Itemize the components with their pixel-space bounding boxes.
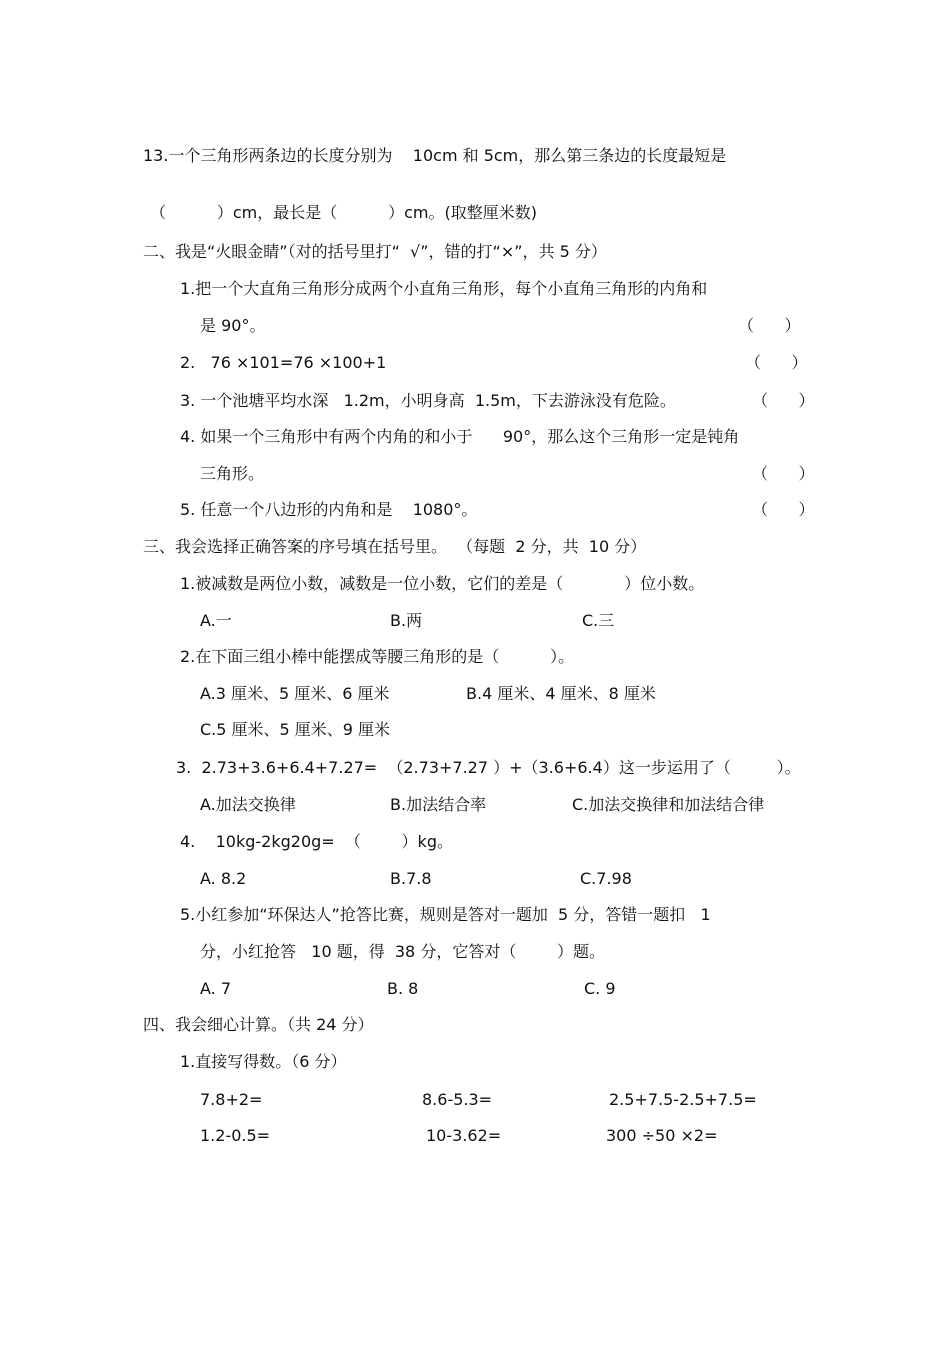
calc-problem: 8.6-5.3=	[422, 1090, 493, 1109]
s3-q4-option-a: A. 8.2	[200, 869, 247, 888]
section4-heading: 四、我会细心计算。（共 24 分）	[143, 1015, 374, 1034]
s2-item5-answer-paren[interactable]: （ ）	[752, 500, 815, 519]
s3-q5-option-c: C. 9	[584, 979, 616, 998]
s2-item4-answer-paren[interactable]: （ ）	[752, 464, 815, 483]
s3-q5-text: 5.小红参加“环保达人”抢答比赛，规则是答对一题加 5 分，答错一题扣 1	[180, 905, 711, 924]
s3-q5-option-a: A. 7	[200, 979, 232, 998]
s3-q1-option-a: A.一	[200, 611, 232, 630]
q13-line2: （ ）cm，最长是（ ）cm。(取整厘米数)	[150, 203, 537, 222]
s2-item5-text: 5. 任意一个八边形的内角和是 1080°。	[180, 500, 478, 519]
s2-item1-cont: 是 90°。	[200, 316, 266, 335]
s3-q4-option-b: B.7.8	[390, 869, 432, 888]
s3-q2-text: 2.在下面三组小棒中能摆成等腰三角形的是（ ）。	[180, 647, 575, 666]
s3-q3-option-b: B.加法结合率	[390, 795, 487, 814]
s3-q3-option-a: A.加法交换律	[200, 795, 296, 814]
s3-q4-text: 4. 10kg-2kg20g= （ ）kg。	[180, 832, 453, 851]
s3-q3-text: 3. 2.73+3.6+6.4+7.27= （2.73+7.27 ）+（3.6+6.4）这一步运用了（ ）。	[176, 758, 801, 777]
calc-problem: 7.8+2=	[200, 1090, 263, 1109]
s2-item1-text: 1.把一个大直角三角形分成两个小直角三角形，每个小直角三角形的内角和	[180, 279, 708, 298]
s3-q4-option-c: C.7.98	[580, 869, 632, 888]
s3-q5-option-b: B. 8	[387, 979, 419, 998]
s3-q2-option-b: B.4 厘米、4 厘米、8 厘米	[466, 684, 656, 703]
s2-item4-cont: 三角形。	[200, 464, 265, 483]
s2-item1-answer-paren[interactable]: （ ）	[738, 316, 801, 335]
s3-q1-text: 1.被减数是两位小数，减数是一位小数，它们的差是（ ）位小数。	[180, 574, 705, 593]
s3-q1-option-b: B.两	[390, 611, 423, 630]
section3-heading: 三、我会选择正确答案的序号填在括号里。 （每题 2 分，共 10 分）	[143, 537, 647, 556]
s3-q3-option-c: C.加法交换律和加法结合律	[572, 795, 765, 814]
s4-q1-title: 1.直接写得数。（6 分）	[180, 1052, 347, 1071]
s3-q2-option-c: C.5 厘米、5 厘米、9 厘米	[200, 720, 391, 739]
q13-line1: 13.一个三角形两条边的长度分别为 10cm 和 5cm，那么第三条边的长度最短是	[143, 146, 727, 165]
section2-heading: 二、我是“火眼金睛”（对的括号里打“ √”，错的打“×”，共 5 分）	[143, 242, 607, 261]
s2-item4-text: 4. 如果一个三角形中有两个内角的和小于 90°，那么这个三角形一定是钝角	[180, 427, 740, 446]
s3-q2-option-a: A.3 厘米、5 厘米、6 厘米	[200, 684, 390, 703]
s2-item3-text: 3. 一个池塘平均水深 1.2m，小明身高 1.5m，下去游泳没有危险。	[180, 391, 676, 410]
calc-problem: 10-3.62=	[426, 1126, 502, 1145]
s2-item2-answer-paren[interactable]: （ ）	[745, 353, 808, 372]
s3-q5-cont: 分，小红抢答 10 题，得 38 分，它答对（ ）题。	[200, 942, 606, 961]
calc-problem: 2.5+7.5-2.5+7.5=	[609, 1090, 757, 1109]
calc-problem: 300 ÷50 ×2=	[606, 1126, 718, 1145]
s2-item2-text: 2. 76 ×101=76 ×100+1	[180, 353, 387, 372]
calc-problem: 1.2-0.5=	[200, 1126, 271, 1145]
s2-item3-answer-paren[interactable]: （ ）	[752, 391, 815, 410]
s3-q1-option-c: C.三	[582, 611, 615, 630]
